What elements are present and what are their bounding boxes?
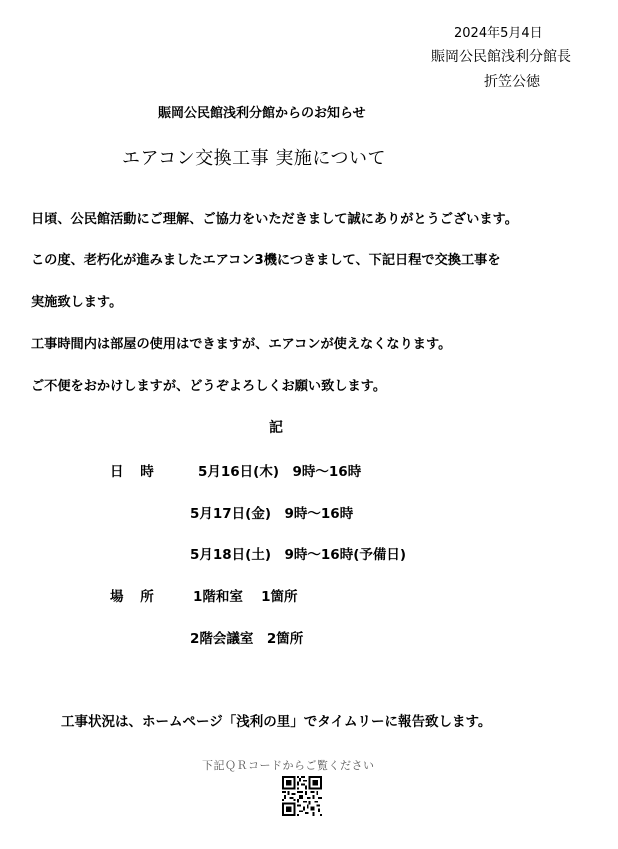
page-title: エアコン交換工事 実施について (122, 148, 386, 169)
qr-caption: 下記ＱＲコードからご覧ください (202, 759, 375, 772)
issuer-organization: 賑岡公民館浅利分館長 (431, 49, 571, 65)
body-paragraph: 実施致します。 (31, 295, 123, 310)
schedule-entry: 5月17日(金) 9時～16時 (190, 506, 354, 522)
footer-note: 工事状況は、ホームページ「浅利の里」でタイムリーに報告致します。 (61, 714, 492, 730)
qr-code-icon[interactable] (282, 776, 322, 816)
ki-heading: 記 (269, 420, 283, 436)
schedule-label: 日 時 (110, 464, 160, 480)
location-label: 場 所 (110, 589, 160, 605)
notice-date: 2024年5月4日 (454, 26, 543, 41)
issuer-name: 折笠公徳 (484, 74, 540, 90)
body-paragraph: 工事時間内は部屋の使用はできますが、エアコンが使えなくなります。 (31, 337, 452, 352)
location-entry: 1階和室 1箇所 (193, 589, 298, 605)
schedule-entry: 5月18日(土) 9時～16時(予備日) (190, 547, 407, 563)
location-entry: 2階会議室 2箇所 (190, 631, 304, 647)
schedule-entry: 5月16日(木) 9時～16時 (198, 464, 362, 480)
body-paragraph: 日頃、公民館活動にご理解、ご協力をいただきまして誠にありがとうございます。 (31, 212, 518, 227)
body-paragraph: この度、老朽化が進みましたエアコン3機につきまして、下記日程で交換工事を (31, 253, 501, 268)
notice-from: 賑岡公民館浅利分館からのお知らせ (158, 106, 366, 121)
body-paragraph: ご不便をおかけしますが、どうぞよろしくお願い致します。 (31, 379, 387, 394)
